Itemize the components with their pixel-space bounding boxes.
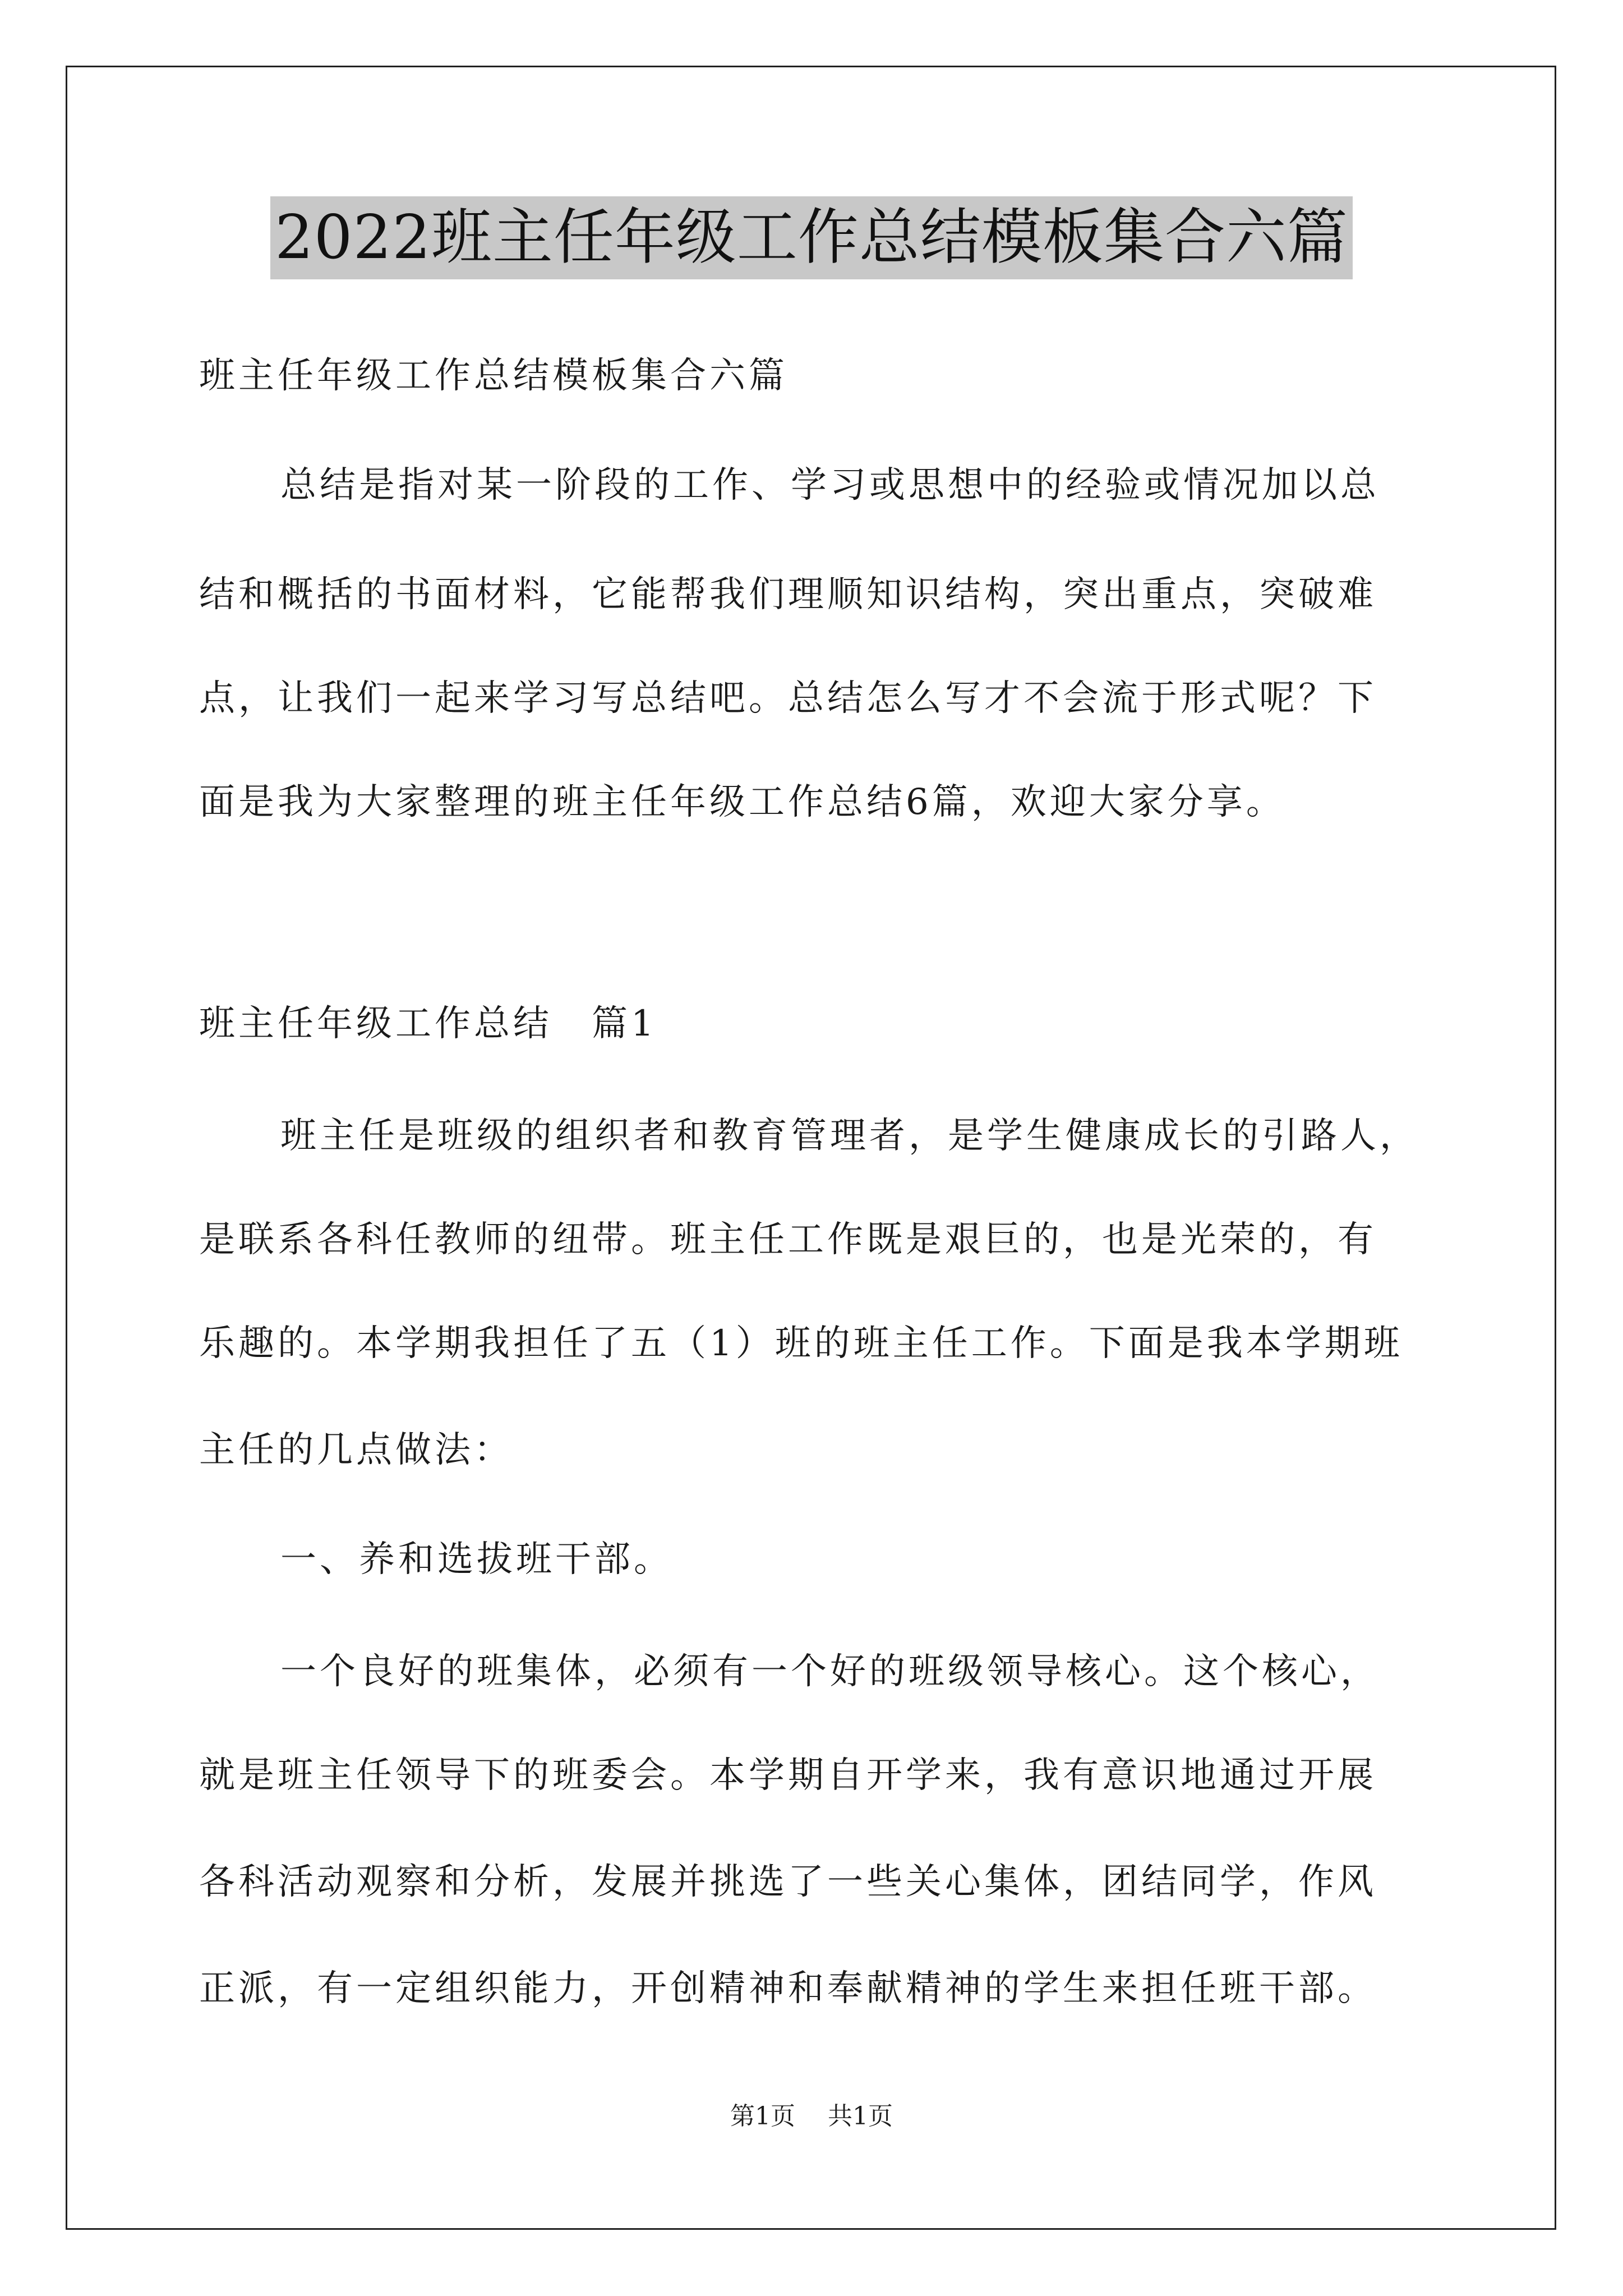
title-container	[0, 196, 1623, 279]
item-heading: 一、养和选拔班干部。	[280, 1539, 673, 1580]
section-heading: 班主任年级工作总结 篇1	[199, 1003, 657, 1045]
document-title: 2022班主任年级工作总结模板集合六篇	[270, 196, 1353, 279]
document-subtitle: 班主任年级工作总结模板集合六篇	[199, 355, 788, 397]
item-paragraph-line: 就是班主任领导下的班委会。本学期自开学来，我有意识地通过开展	[199, 1755, 1377, 1796]
intro-line: 点，让我们一起来学习写总结吧。总结怎么写才不会流于形式呢？下	[199, 678, 1377, 719]
intro-line: 面是我为大家整理的班主任年级工作总结6篇，欢迎大家分享。	[199, 781, 1285, 823]
section-paragraph-line: 是联系各科任教师的纽带。班主任工作既是艰巨的，也是光荣的，有	[199, 1219, 1377, 1260]
section-paragraph-line: 班主任是班级的组织者和教育管理者，是学生健康成长的引路人，	[280, 1115, 1419, 1157]
section-paragraph-line: 主任的几点做法：	[199, 1429, 513, 1471]
page-total: 共1页	[828, 2102, 893, 2131]
page-footer	[0, 2101, 1623, 2132]
page-number: 第1页	[730, 2102, 795, 2131]
item-paragraph-line: 各科活动观察和分析，发展并挑选了一些关心集体，团结同学，作风	[199, 1861, 1377, 1903]
section-paragraph-line: 乐趣的。本学期我担任了五（1）班的班主任工作。下面是我本学期班	[199, 1323, 1403, 1364]
item-paragraph-line: 正派，有一定组织能力，开创精神和奉献精神的学生来担任班干部。	[199, 1968, 1377, 2009]
intro-line: 结和概括的书面材料，它能帮我们理顺知识结构，突出重点，突破难	[199, 574, 1377, 615]
intro-line: 总结是指对某一阶段的工作、学习或思想中的经验或情况加以总	[280, 464, 1380, 506]
item-paragraph-line: 一个良好的班集体，必须有一个好的班级领导核心。这个核心，	[280, 1651, 1380, 1692]
